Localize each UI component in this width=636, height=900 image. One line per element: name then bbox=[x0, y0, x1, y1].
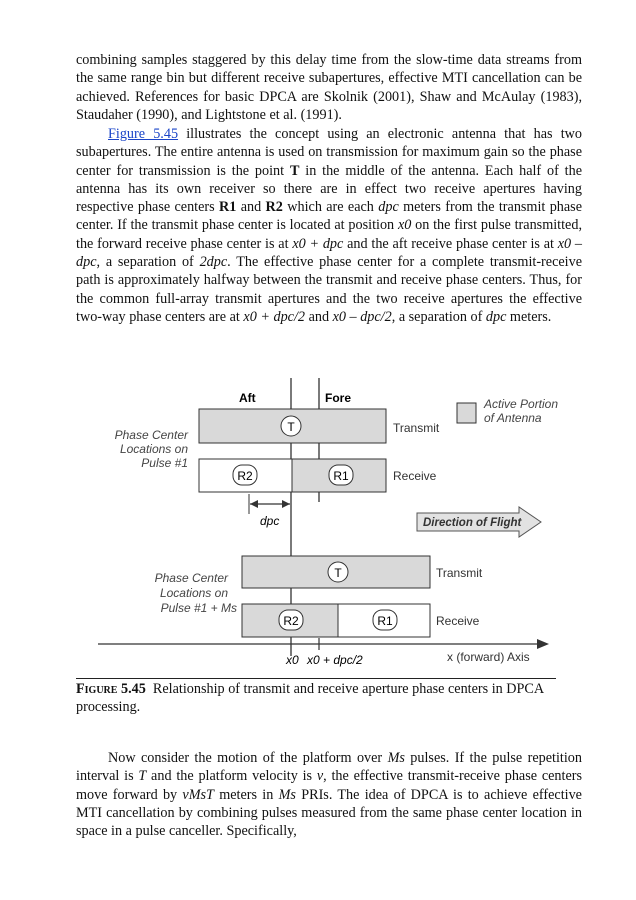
text-run: meters in bbox=[213, 786, 279, 803]
pulse1-receive-label: Receive bbox=[393, 469, 437, 483]
math-run: x0 – dpc bbox=[76, 235, 582, 271]
text-run: and the platform velocity is bbox=[146, 768, 317, 785]
math-run: x0 + dpc bbox=[292, 235, 344, 252]
aft-label: Aft bbox=[239, 391, 256, 405]
dpca-phase-center-figure bbox=[0, 376, 636, 672]
text-run: Now consider the motion of the platform over bbox=[108, 750, 388, 766]
math-run: vMsT bbox=[182, 786, 214, 803]
x-axis-label: x (forward) Axis bbox=[447, 650, 530, 664]
math-run: T bbox=[138, 768, 147, 785]
math-run: Ms bbox=[278, 786, 296, 803]
pulseM-receive-label: Receive bbox=[436, 614, 480, 628]
pulse1-transmit-label: Transmit bbox=[393, 421, 440, 435]
x0-plus-dpc-label: x0 + dpc/2 bbox=[307, 653, 363, 667]
math-run: Ms bbox=[387, 750, 405, 766]
caption-label: Figure 5.45 bbox=[76, 681, 146, 697]
paragraph-platform-motion bbox=[76, 749, 582, 840]
legend-swatch bbox=[457, 403, 476, 423]
math-run: x0 bbox=[397, 217, 412, 234]
pulse1-label-line-3: Pulse #1 bbox=[141, 456, 188, 470]
math-run: x0 – dpc/2 bbox=[332, 308, 392, 325]
paragraph-figure-description bbox=[76, 125, 582, 326]
math-run: x0 + dpc/2 bbox=[243, 308, 306, 325]
text-run: meters from the transmit phase center. If the transmit phase center is located at position bbox=[76, 199, 582, 234]
dpc-label: dpc bbox=[260, 514, 280, 528]
text-run: meters. bbox=[506, 308, 552, 325]
text-run: which are each bbox=[282, 199, 379, 216]
pulseM-label-line-3: Pulse #1 + Ms bbox=[160, 601, 237, 615]
text-run: R2 bbox=[265, 199, 283, 216]
text-run: R1 bbox=[219, 199, 237, 216]
text-run: in the middle of the antenna. Each half of the antenna has its own receiver so there are in effect two receive apertures having respective phase centers bbox=[76, 162, 582, 216]
text-run: T bbox=[289, 162, 300, 179]
x-axis-arrowhead bbox=[537, 639, 549, 649]
text-run: and bbox=[305, 308, 333, 325]
paragraph-intro: combining samples staggered by this delay time from the slow-time data streams from the same range bin but different receive subapertures, effective MTI cancellation can be achieved. References for basic DPCA are Skolnik (2001), Shaw and McAulay (1983), Staudaher (1990), and Lightstone et al. (1991). bbox=[76, 52, 582, 123]
pulseM-transmit-label: Transmit bbox=[436, 566, 483, 580]
text-run: , the effective transmit-receive phase centers move forward by bbox=[76, 768, 582, 803]
text-run: on the first pulse transmitted, the forward receive phase center is at bbox=[76, 217, 582, 252]
pulse1-R1-marker: R1 bbox=[333, 469, 349, 483]
direction-of-flight-label: Direction of Flight bbox=[423, 517, 522, 529]
pulse1-label-line-2: Locations on bbox=[119, 442, 188, 456]
math-run: dpc bbox=[378, 199, 399, 216]
fore-label: Fore bbox=[325, 391, 352, 405]
text-run: and the aft receive phase center is at bbox=[343, 235, 558, 252]
x0-label: x0 bbox=[286, 653, 299, 667]
text-run: PRIs. The idea of DPCA is to achieve effective MTI cancellation by combining pulses measured from the same phase center location in space in a pulse canceller. Specifically, bbox=[76, 786, 582, 840]
math-run: v bbox=[316, 768, 324, 785]
caption-text: Relationship of transmit and receive aperture phase centers in DPCA processing. bbox=[76, 681, 544, 716]
pulse1-T-marker: T bbox=[287, 420, 295, 434]
pulse1-label-line-1: Phase Center bbox=[114, 428, 188, 442]
pulseM-label-line-1: Phase Center bbox=[154, 571, 228, 585]
text-run: , a separation of bbox=[391, 308, 486, 325]
figure-link[interactable]: Figure 5.45 bbox=[108, 126, 179, 142]
dpc-arrow-right bbox=[282, 500, 290, 508]
figure-caption bbox=[76, 680, 582, 717]
caption-rule bbox=[76, 678, 556, 679]
text-run: and bbox=[236, 199, 266, 216]
legend-line-1: Active Portion bbox=[484, 397, 559, 411]
pulse1-R2-marker: R2 bbox=[237, 469, 253, 483]
pulseM-label-line-2: Locations on bbox=[159, 586, 228, 600]
pulseM-R2-marker: R2 bbox=[283, 614, 299, 628]
pulseM-T-marker: T bbox=[334, 566, 342, 580]
text-run: , a separation of bbox=[96, 254, 200, 271]
legend-line-2: of Antenna bbox=[484, 411, 542, 425]
text-run: illustrates the concept using an electronic antenna that has two subapertures. The entire antenna is used on transmission for maximum gain so the phase center for transmission is the point bbox=[76, 126, 582, 179]
pulseM-R1-marker: R1 bbox=[377, 614, 393, 628]
math-run: dpc bbox=[485, 308, 507, 325]
text-run: pulses. If the pulse repetition interval is bbox=[76, 750, 582, 785]
dpc-arrow-left bbox=[250, 500, 258, 508]
text-run: . The effective phase center for a complete transmit-receive path is approximately halfway between the transmit and receive phase centers. Thus, for the common full-array transmit apertures and the two receive apertures the effective two-way phase centers are at bbox=[76, 254, 583, 325]
math-run: 2dpc bbox=[199, 254, 228, 271]
